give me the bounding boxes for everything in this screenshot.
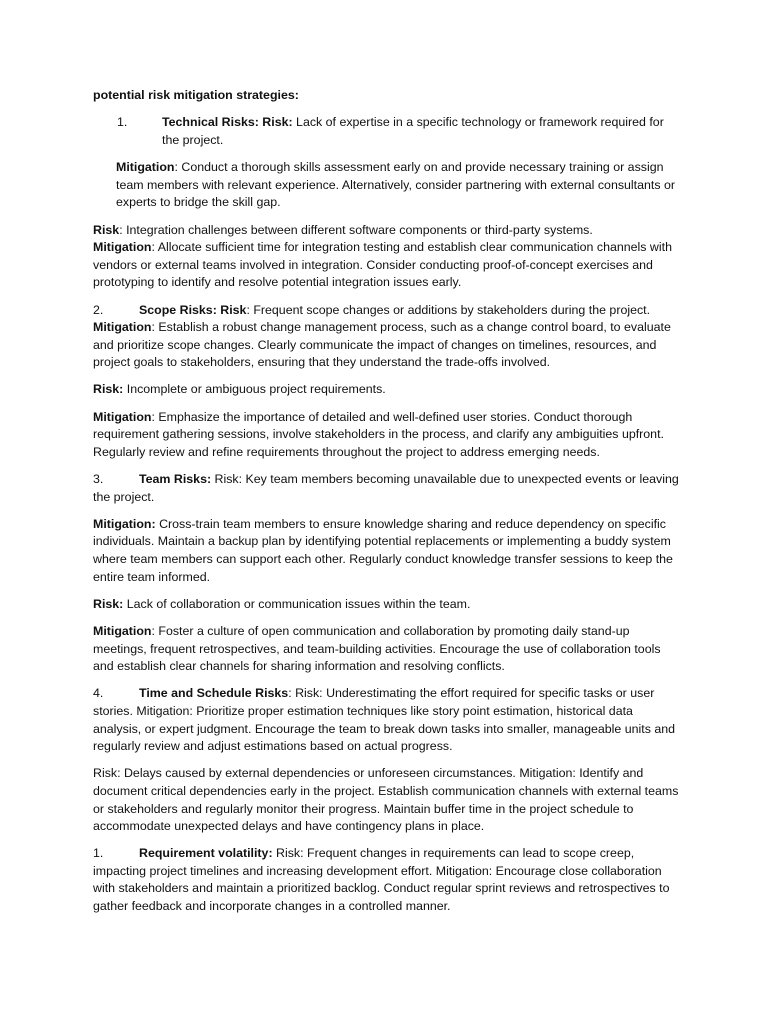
list-number: 2. [93,302,104,317]
mitigation-label: Mitigation: [93,516,156,531]
risk-text: Incomplete or ambiguous project requirements. [123,382,386,397]
risk-text: Risk: Key team members becoming unavailable due to unexpected events or leaving the project. [93,472,679,504]
document-title: potential risk mitigation strategies: [93,88,299,102]
mitigation-paragraph [93,623,683,676]
mitigation-text: : Allocate sufficient time for integration testing and establish clear communication channels with vendors or external teams involved in integration. Consider conducting proof-of-concept exercises and prototyping to identify and resolve potential integration issues early. [93,240,672,290]
section-heading: Scope Risks: Risk [139,302,247,317]
mitigation-paragraph [93,159,683,212]
risk-paragraph [93,381,683,399]
mitigation-label: Mitigation [93,623,152,638]
list-number: 1. [117,115,128,130]
risk-text: Lack of expertise in a specific technology or framework required for the project. [162,115,664,147]
section-time-schedule-risks [93,685,683,755]
section-heading: Technical Risks: Risk: [162,115,293,130]
risk-text: : Frequent scope changes or additions by stakeholders during the project. [246,302,651,317]
document-page [93,87,683,925]
risk-label: Risk: [93,382,124,397]
risk-text: Lack of collaboration or communication issues within the team. [123,596,471,611]
section-scope-risks [93,302,683,372]
section-heading: Team Risks: [139,472,212,487]
mitigation-text: : Establish a robust change management process, such as a change control board, to evaluate and prioritize scope changes. Clearly communicate the impact of changes on timelines, resources, and project goals to stakeholders, ensuring that they understand the trade-offs involved. [93,320,671,370]
mitigation-text: : Emphasize the importance of detailed and well-defined user stories. Conduct thorough requirement gathering sessions, involve stakeholders in the process, and clarify any ambiguities upfront. Regularly review and refine requirements throughout the project to address emerging needs. [93,409,664,459]
mitigation-paragraph [93,516,683,586]
risk-paragraph [93,596,683,614]
risk-mitigation-paragraph [93,222,683,292]
mitigation-text: : Foster a culture of open communication and collaboration by promoting daily stand-up meetings, frequent retrospectives, and team-building activities. Encourage the use of collaboration tools and establish clear channels for sharing information and resolving conflicts. [93,623,661,674]
mitigation-label: Mitigation [93,240,152,255]
section-requirement-volatility [93,845,683,915]
risk-label: Risk [93,222,120,237]
section-team-risks [93,471,683,506]
section-heading: Time and Schedule Risks [139,686,289,701]
mitigation-label: Mitigation [93,409,152,424]
risk-mitigation-paragraph: Risk: Delays caused by external dependencies or unforeseen circumstances. Mitigation: Identify and document critical dependencies early in the project. Establish communication channels with external teams or stakeholders and regularly monitor their progress. Maintain buffer time in the project schedule to accommodate unexpected delays and have contingency plans in place. [93,766,679,834]
mitigation-label: Mitigation [93,320,152,335]
list-number: 1. [93,846,104,861]
list-number: 3. [93,472,104,487]
risk-text: : Integration challenges between different software components or third-party systems. [119,222,593,237]
section-heading: Requirement volatility: [139,846,273,861]
risk-text: : Risk: Underestimating the effort required for specific tasks or user stories. Mitigation: Prioritize proper estimation techniques like story point estimation, historical data analysis, or expert judgment. Encourage the team to break down tasks into smaller, manageable units and regularly review and adjust estimations based on actual progress. [93,686,676,754]
risk-label: Risk: [93,596,124,611]
mitigation-text: : Conduct a thorough skills assessment early on and provide necessary training or assign team members with relevant experience. Alternatively, consider partnering with external consultants or experts to bridge the skill gap. [116,160,675,210]
risk-text: Risk: Frequent changes in requirements can lead to scope creep, impacting project timelines and increasing development effort. Mitigation: Encourage close collaboration with stakeholders and maintain a prioritized backlog. Conduct regular sprint reviews and retrospectives to gather feedback and incorporate changes in a controlled manner. [93,846,670,914]
list-item-text [162,114,683,149]
section-technical-risks [93,114,683,149]
mitigation-paragraph [93,409,683,462]
list-number: 4. [93,686,104,701]
mitigation-label: Mitigation [116,160,175,175]
mitigation-text: Cross-train team members to ensure knowledge sharing and reduce dependency on specific individuals. Maintain a backup plan by identifying potential replacements or implementing a buddy system where team members can support each other. Regularly conduct knowledge transfer sessions to keep the entire team informed. [93,516,673,584]
